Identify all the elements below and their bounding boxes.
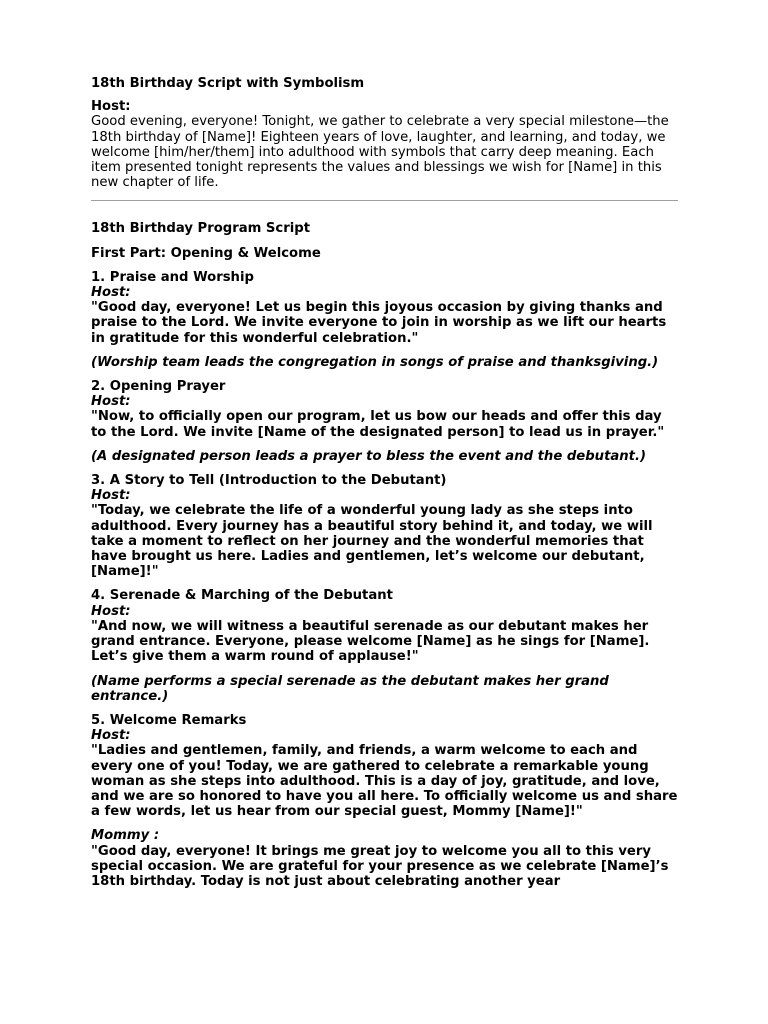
speaker-line: "Now, to officially open our program, let us bow our heads and offer this day to the Lord. We invite [Name of the designated person] to lead us in prayer." bbox=[91, 409, 665, 440]
program-title: 18th Birthday Program Script bbox=[91, 221, 311, 237]
stage-direction: (Name performs a special serenade as the debutant makes her grand entrance.) bbox=[91, 673, 609, 704]
section-heading: 4. Serenade & Marching of the Debutant bbox=[91, 588, 393, 604]
intro-host-text: Good evening, everyone! Tonight, we gather to celebrate a very special milestone—the 18th birthday of [Name]! Eighteen years of love, laughter, and learning, and today, we welcome [him/her/them] into adulthood with symbols that carry deep meaning. Each item presented tonight represents the values and blessings we wish for [Name] in this new chapter of life. bbox=[91, 114, 669, 191]
part-title: First Part: Opening & Welcome bbox=[91, 245, 321, 261]
speaker-line: "Today, we celebrate the life of a wonderful young lady as she steps into adulthood. Every journey has a beautiful story behind it, and today, we will take a moment to reflect on her journey and the wonderful memories that have brought us here. Ladies and gentlemen, let’s welcome our debutant, [Name]!" bbox=[91, 503, 653, 580]
intro-title: 18th Birthday Script with Symbolism bbox=[91, 76, 365, 91]
speaker-label-mommy: Mommy : bbox=[91, 828, 160, 844]
section-heading: 5. Welcome Remarks bbox=[91, 712, 247, 728]
stage-direction: (A designated person leads a prayer to bless the event and the debutant.) bbox=[91, 448, 647, 464]
speaker-line: "Ladies and gentlemen, family, and friends, a warm welcome to each and every one of you! Today, we are gathered to celebrate a remarkable young woman as she steps into adulthood. This is a day of joy, gratitude, and love, and we are so honored to have you all here. To officially welcome us and share a few words, let us hear from our special guest, Mommy [Name]!" bbox=[91, 743, 678, 820]
intro-host-label: Host: bbox=[91, 99, 131, 115]
section-heading: 2. Opening Prayer bbox=[91, 379, 226, 395]
speaker-label: Host: bbox=[91, 728, 131, 744]
speaker-label: Host: bbox=[91, 603, 131, 619]
speaker-line: "And now, we will witness a beautiful serenade as our debutant makes her grand entrance. Everyone, please welcome [Name] as he sings for [Name]. Let’s give them a warm round of applause!" bbox=[91, 618, 650, 665]
speaker-label: Host: bbox=[91, 285, 131, 301]
document-page bbox=[91, 76, 681, 889]
section-heading: 1. Praise and Worship bbox=[91, 269, 254, 285]
speaker-label: Host: bbox=[91, 394, 131, 410]
speaker-line: "Good day, everyone! Let us begin this joyous occasion by giving thanks and praise to the Lord. We invite everyone to join in worship as we lift our hearts in gratitude for this wonderful celebration." bbox=[91, 300, 667, 346]
speaker-line-mommy: "Good day, everyone! It brings me great joy to welcome you all to this very special occasion. We are grateful for your presence as we celebrate [Name]’s 18th birthday. Today is not just about celebrating another year bbox=[91, 843, 669, 889]
stage-direction: (Worship team leads the congregation in songs of praise and thanksgiving.) bbox=[91, 354, 659, 370]
speaker-label: Host: bbox=[91, 488, 131, 504]
section-heading: 3. A Story to Tell (Introduction to the Debutant) bbox=[91, 473, 447, 489]
